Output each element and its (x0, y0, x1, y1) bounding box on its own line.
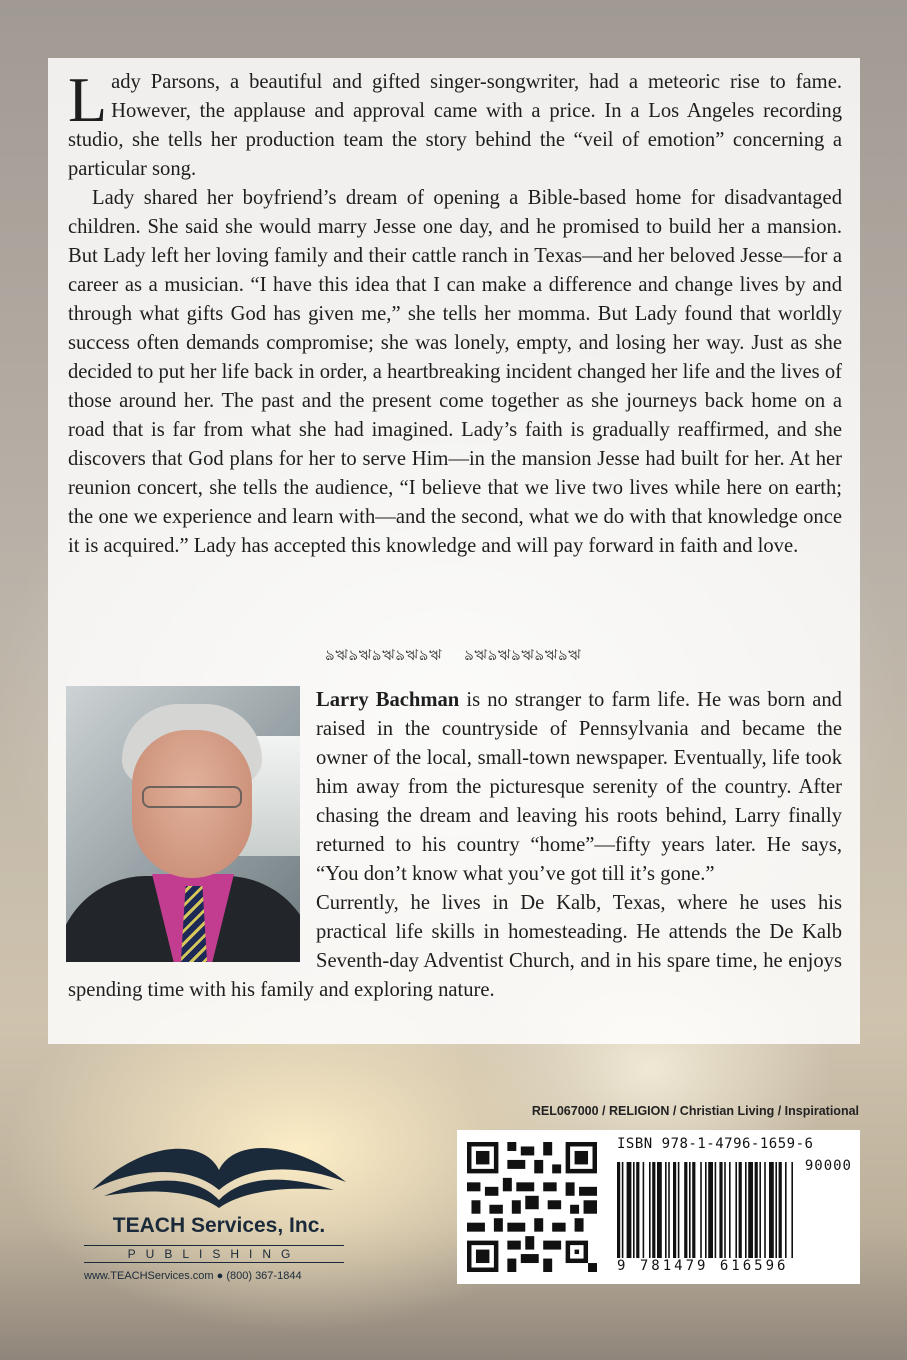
publisher-name: TEACH Services, Inc. (112, 1214, 326, 1237)
book-blurb (68, 64, 842, 561)
blurb-paragraph-1: Lady Parsons, a beautiful and gifted singer-songwriter, had a meteoric rise to fame. However, the applause and approval came with a price. In a Los Angeles recording studio, she tells her production team the story behind the “veil of emotion” concerning a particular song. (68, 64, 842, 180)
author-bio (68, 686, 842, 1005)
ornament-left: ঌঋঌঋঌঋঌঋঌঋ (325, 646, 443, 664)
drop-cap: L (68, 64, 108, 135)
isbn-text: ISBN 978-1-4796-1659-6 (617, 1136, 814, 1152)
qr-code-icon (467, 1142, 597, 1272)
publisher-logo (84, 1130, 354, 1290)
bio-paragraph-1: Larry Bachman is no stranger to farm life. He was born and raised in the countryside of Pennsylvania and became the owner of the local, small-town newspaper. Eventually, life took him away from the picturesque serenity of the country. After chasing the dream and leaving his roots behind, Larry finally returned to his country “home”—fifty years later. He says, “You don’t know what you’ve got till it’s gone.” (316, 689, 842, 885)
barcode-icon (617, 1162, 849, 1258)
publisher-contact: www.TEACHServices.com ● (800) 367-1844 (84, 1270, 302, 1282)
barcode-box (457, 1130, 860, 1284)
bisac-category: REL067000 / RELIGION / Christian Living / Inspirational (531, 1104, 859, 1118)
bio-paragraph-2: Currently, he lives in De Kalb, Texas, where he uses his practical life skills in homesteading. He attends the De Kalb Seventh-day Adventist Church, and in his spare time, he enjoys spending time with his family and exploring nature. (68, 892, 842, 1001)
open-book-icon (84, 1130, 354, 1214)
blurb-paragraph-2: Lady shared her boyfriend’s dream of opening a Bible-based home for disadvantaged children. She said she would marry Jesse one day, and he promised to build her a mansion. But Lady left her loving family and their cattle ranch in Texas—and her beloved Jesse—for a career as a musician. “I have this idea that I can make a difference and change lives by and through what gifts God has given me,” she tells her momma. But Lady found that worldly success often demands compromise; she was lonely, empty, and losing her way. Just as she decided to put her life back in order, a heartbreaking incident changed her life and the lives of those around her. The past and the present come together as she journeys back home on a road that is far from what she had imagined. Lady’s faith is gradually reaffirmed, and she discovers that God plans for her to serve Him—in the mansion Jesse had built for her. At her reunion concert, she tells the audience, “I believe that we live two lives while here on earth; the one we experience and learn with—and the second, what we do with that knowledge once it is acquired.” Lady has accepted this knowledge and will pay forward in faith and love. (68, 187, 842, 557)
ornament-right: ঌঋঌঋঌঋঌঋঌঋ (464, 646, 582, 664)
ornament-divider (0, 644, 907, 669)
price-code: 90000 (804, 1158, 852, 1174)
publisher-tagline: PUBLISHING (84, 1245, 344, 1263)
author-name: Larry Bachman (316, 689, 460, 711)
barcode-number: 9 781479 616596 (617, 1258, 789, 1274)
